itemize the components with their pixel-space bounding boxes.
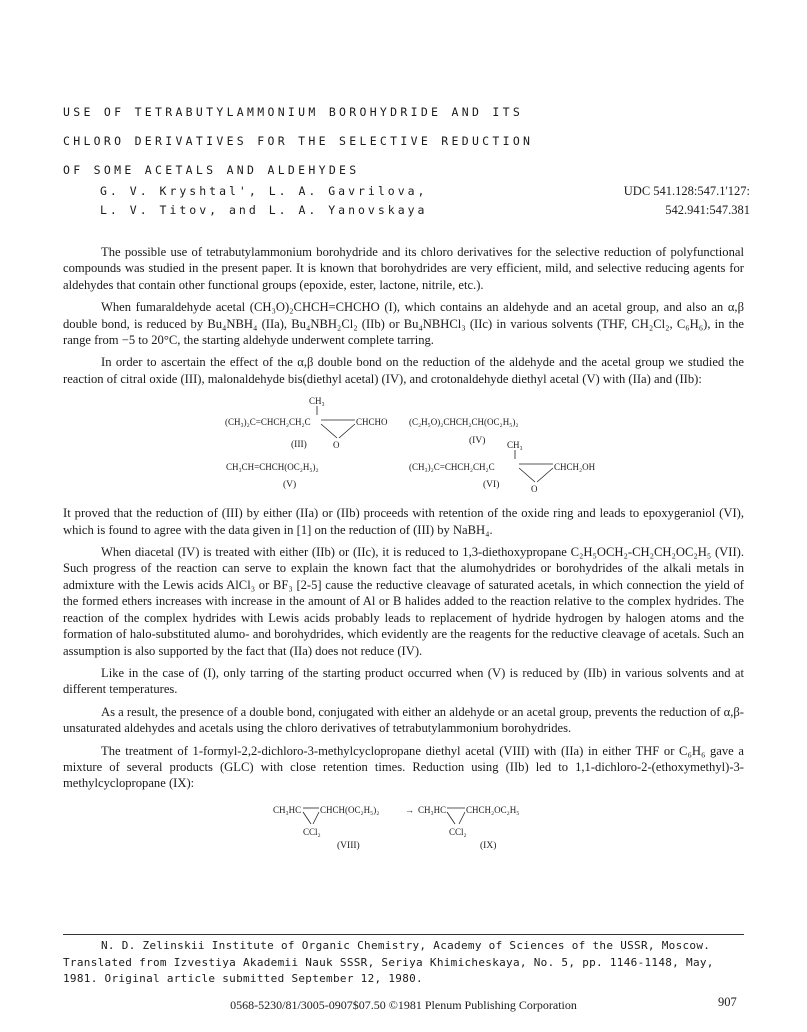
article-title — [63, 98, 763, 185]
reaction-scheme-1 — [63, 393, 744, 505]
affiliation-footnote: N. D. Zelinskii Institute of Organic Chemistry, Academy of Sciences of the USSR, Moscow. Translated from Izvestiya Akademii Nauk SSSR, Seriya Khimicheskaya, No. 5, pp. 1146-1148, May, 1981. Original article submitted September 12, 1980. — [63, 934, 744, 988]
paragraph-conclusion: As a result, the presence of a double bond, conjugated with either an aldehyde or an acetal group, prevents the reduction of α,β-unsaturated aldehydes and acetals using the chloro derivatives of tetrabutylammonium borohydrides. — [63, 704, 744, 736]
vi-label: (VI) — [483, 480, 500, 491]
viii-ccl2: CCl₂ — [303, 826, 321, 837]
iii-methyl: CH₃ — [309, 396, 325, 407]
paragraph-fumaraldehyde: When fumaraldehyde acetal (CH₃O)₂CHCH=CHCHO (I), which contains an aldehyde and an acetal group, and also an α,β double bond, is reduced by Bu₄NBH₄ (IIa), Bu₄NBH₂Cl₂ (IIb) or Bu₄NBHCl₃ (IIc) in various solvents (THF, CH₂Cl₂, C₆H₆), in the range from −5 to 20°C, the starting aldehyde underwent complete tarring. — [63, 300, 744, 348]
viii-label: (VIII) — [337, 840, 360, 851]
iv-formula: (C₂H₅O)₂CHCH₂CH(OC₂H₅)₂ — [409, 417, 519, 428]
udc-code — [560, 182, 750, 220]
vi-methyl: CH₃ — [507, 440, 523, 451]
vi-formula-right: CHCH₂OH — [554, 462, 596, 473]
paragraph-diacetal: When diacetal (IV) is treated with either (IIb) or (IIc), it is reduced to 1,3-diethoxypropane C₂H₅OCH₂-CH₂CH₂OC₂H₅ (VII). Such progress of the reaction can serve to explain the known fact that the alumohydrides or borohydrides of the alkali metals in admixture with the Lewis acids AlCl₃ or BF₃ [2-5] cause the reductive cleavage of saturated acetals, in which connection the yield of the formed ethers increases with increase in the amount of Al or B halides added to the reaction relative to the complex hydrides. The reaction of the complex hydrides with Lewis acids probably leads to replacement of hydride hydrogen by halogen atoms and the formation of halo-substituted alumo- and borohydrides, which evidently are the reagents for the reductive cleavage of acetals. Such an assumption is also supported by the fact that (IIa) does not reduce (IV). — [63, 545, 744, 658]
scheme-2-bonds — [63, 798, 744, 858]
v-formula: CH₃CH=CHCH(OC₂H₅)₂ — [226, 462, 319, 473]
page-number: 907 — [718, 995, 737, 1009]
authors-line-1: G. V. Kryshtal', L. A. Gavrilova, — [100, 184, 428, 198]
title-line-3: OF SOME ACETALS AND ALDEHYDES — [63, 163, 360, 177]
paragraph-tarring: Like in the case of (I), only tarring of the starting product occurred when (V) is reduced by (IIb) in various solvents and at different temperatures. — [63, 665, 744, 697]
ix-ccl2: CCl₂ — [449, 826, 467, 837]
iv-label: (IV) — [469, 436, 486, 447]
iii-formula-left: (CH₃)₂C=CHCH₂CH₂C — [225, 417, 311, 428]
udc-line-2: 542.941:547.381 — [665, 203, 750, 217]
author-list — [100, 182, 520, 220]
iii-formula-right: CHCHO — [356, 417, 388, 428]
iii-epoxide-oxygen: O — [333, 440, 340, 451]
ix-label: (IX) — [480, 840, 497, 851]
title-line-1: USE OF TETRABUTYLAMMONIUM BOROHYDRIDE AND ITS — [63, 105, 524, 119]
paragraph-alpha-beta: In order to ascertain the effect of the α,β double bond on the reduction of the aldehyde and the acetal group we studied the reaction of citral oxide (III), malonaldehyde bis(diethyl acetal) (IV), and crotonaldehyde diethyl acetal (V) with (IIa) and (IIb): — [63, 355, 744, 386]
paragraph-epoxygeraniol: It proved that the reduction of (III) by either (IIa) or (IIb) proceeds with retention of the oxide ring and leads to epoxygeraniol (VI), which is found to agree with the data given in [1] on the reduction of (III) by NaBH₄. — [63, 506, 744, 537]
paragraph-cyclopropane: The treatment of 1-formyl-2,2-dichloro-3-methylcyclopropane diethyl acetal (VIII) with (IIa) in either THF or C₆H₆ gave a mixture of several products (GLC) with close retention times. Reduction using (IIb) led to 1,1-dichloro-2-(ethoxymethyl)-3-methylcyclopropane (IX): — [63, 743, 744, 791]
udc-line-1: UDC 541.128:547.1'127: — [623, 184, 750, 198]
article-body — [63, 244, 744, 858]
title-line-2: CHLORO DERIVATIVES FOR THE SELECTIVE REDUCTION — [63, 134, 534, 148]
reaction-arrow: → — [405, 804, 414, 815]
iii-label: (III) — [291, 440, 307, 451]
vi-epoxide-oxygen: O — [531, 484, 538, 495]
scheme-1-bonds — [63, 393, 744, 505]
ix-right: CHCH₂OC₂H₅ — [466, 804, 520, 815]
viii-left: CH₃HC — [273, 804, 302, 815]
authors-line-2: L. V. Titov, and L. A. Yanovskaya — [100, 203, 428, 217]
ix-left: CH₃HC — [418, 804, 447, 815]
viii-right: CHCH(OC₂H₅)₂ — [320, 804, 380, 815]
vi-formula-left: (CH₃)₂C=CHCH₂CH₂C — [409, 462, 495, 473]
copyright-footer: 0568-5230/81/3005-0907$07.50 ©1981 Plenum Publishing Corporation — [230, 998, 577, 1012]
reaction-scheme-2 — [63, 798, 744, 858]
paragraph-intro: The possible use of tetrabutylammonium borohydride and its chloro derivatives for the selective reduction of polyfunctional compounds was studied in the present paper. It is known that borohydrides are very efficient, mild, and selective reducing agents for aldehydes that contain other functional groups (epoxide, ester, lactone, nitrile, etc.). — [63, 245, 744, 292]
v-label: (V) — [283, 480, 297, 491]
